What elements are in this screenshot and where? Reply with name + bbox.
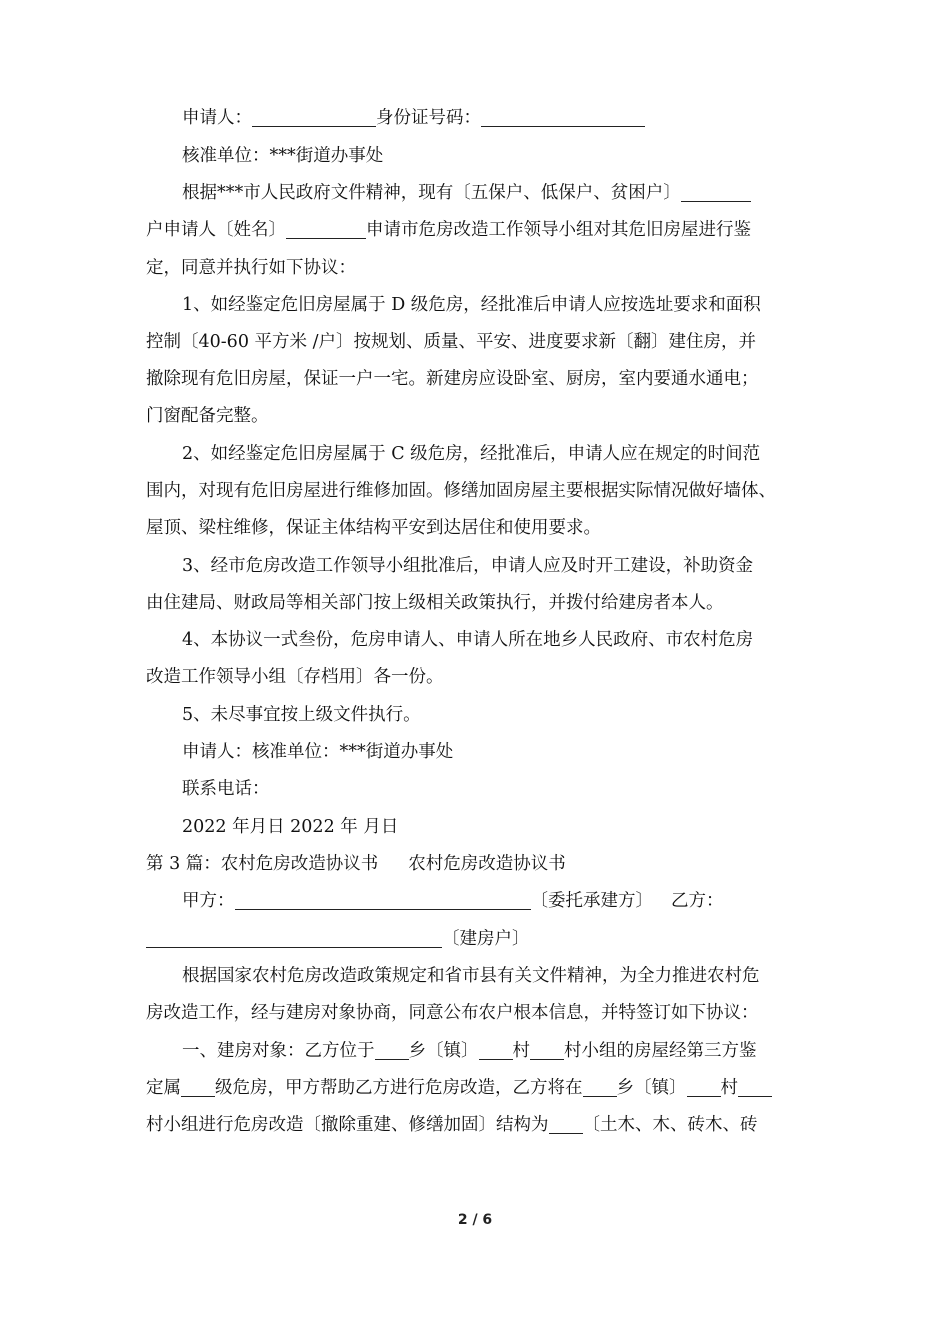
party-b-role: 〔建房户〕 bbox=[442, 929, 530, 949]
text-seg: 村小组的房屋经第三方鉴 bbox=[564, 1041, 757, 1061]
new-village-blank bbox=[687, 1076, 721, 1097]
clause-1-line-4: 门窗配备完整。 bbox=[146, 406, 269, 426]
party-a-role: 〔委托承建方〕 bbox=[530, 891, 653, 911]
text-seg: 村 bbox=[512, 1041, 530, 1061]
party-a-line bbox=[182, 886, 812, 916]
text-seg: 村 bbox=[720, 1078, 738, 1098]
text-seg: 一、建房对象：乙方位于 bbox=[182, 1041, 375, 1061]
section-3-title bbox=[146, 849, 812, 879]
intro-text-2a: 户申请人〔姓名〕 bbox=[146, 220, 286, 240]
clause-1-line-3: 撤除现有危旧房屋，保证一户一宅。新建房应设卧室、厨房，室内要通水通电； bbox=[146, 369, 759, 389]
intro-text-1: 根据***市人民政府文件精神，现有〔五保户、低保户、贫困户〕 bbox=[182, 183, 681, 203]
signature-line: 申请人：核准单位：***街道办事处 bbox=[182, 742, 454, 762]
text-seg: 级危房，甲方帮助乙方进行危房改造，乙方将在 bbox=[215, 1078, 583, 1098]
party-a-label: 甲方： bbox=[182, 891, 235, 911]
name-blank bbox=[286, 218, 366, 239]
id-label: 身份证号码： bbox=[376, 108, 481, 128]
clause-3-line-1: 3、经市危房改造工作领导小组批准后，申请人应及时开工建设，补助资金 bbox=[182, 556, 754, 576]
applicant-blank bbox=[252, 106, 376, 127]
clause-1-line-2: 控制〔40-60 平方米 /户〕按规划、质量、平安、进度要求新〔翻〕建住房，并 bbox=[146, 332, 756, 352]
intro-line-2 bbox=[146, 215, 812, 245]
page-number: 2 / 6 bbox=[457, 1212, 493, 1228]
household-type-blank bbox=[681, 181, 751, 202]
text-seg: 村小组进行危房改造〔撤除重建、修缮加固〕结构为 bbox=[146, 1115, 549, 1135]
section-3-para-2-line-2 bbox=[146, 1073, 812, 1103]
intro-line-3: 定，同意并执行如下协议： bbox=[146, 258, 356, 278]
applicant-line bbox=[182, 103, 812, 133]
approver-line: 核准单位：***街道办事处 bbox=[182, 146, 384, 166]
clause-2-line-3: 屋顶、梁柱维修，保证主体结构平安到达居住和使用要求。 bbox=[146, 518, 601, 538]
applicant-label: 申请人： bbox=[182, 108, 252, 128]
text-seg: 乡〔镇〕 bbox=[616, 1078, 687, 1098]
clause-5: 5、未尽事宜按上级文件执行。 bbox=[182, 705, 421, 725]
text-seg: 〔土木、木、砖木、砖 bbox=[582, 1115, 758, 1135]
text-seg: 乡〔镇〕 bbox=[408, 1041, 479, 1061]
intro-line-1 bbox=[182, 178, 812, 208]
party-a-blank bbox=[235, 889, 531, 910]
village-blank bbox=[479, 1039, 513, 1060]
grade-blank bbox=[181, 1076, 215, 1097]
section-3-para-1-line-2: 房改造工作，经与建房对象协商，同意公布农户根本信息，并特签订如下协议： bbox=[146, 1003, 759, 1023]
new-group-blank bbox=[738, 1076, 772, 1097]
clause-2-line-1: 2、如经鉴定危旧房屋属于 C 级危房，经批准后，申请人应在规定的时间范 bbox=[182, 444, 761, 464]
party-b-line bbox=[146, 924, 812, 954]
text-seg: 定属 bbox=[146, 1078, 181, 1098]
clause-2-line-2: 围内，对现有危旧房屋进行维修加固。修缮加固房屋主要根据实际情况做好墙体、 bbox=[146, 481, 776, 501]
section-3-para-2-line-3 bbox=[146, 1110, 812, 1140]
intro-text-2b: 申请市危房改造工作领导小组对其危旧房屋进行鉴 bbox=[366, 220, 751, 240]
structure-blank bbox=[549, 1113, 583, 1134]
clause-4-line-2: 改造工作领导小组〔存档用〕各一份。 bbox=[146, 667, 444, 687]
phone-line: 联系电话： bbox=[182, 779, 270, 799]
new-township-blank bbox=[583, 1076, 617, 1097]
date-line: 2022 年月日 2022 年 月日 bbox=[182, 817, 399, 837]
section-3-subtitle: 农村危房改造协议书 bbox=[408, 854, 566, 874]
township-blank bbox=[375, 1039, 409, 1060]
clause-1-line-1: 1、如经鉴定危旧房屋属于 D 级危房，经批准后申请人应按选址要求和面积 bbox=[182, 295, 761, 315]
party-b-label: 乙方： bbox=[671, 891, 724, 911]
id-blank bbox=[481, 106, 645, 127]
section-3-para-1-line-1: 根据国家农村危房改造政策规定和省市县有关文件精神，为全力推进农村危 bbox=[182, 966, 760, 986]
section-3-title-text: 第 3 篇：农村危房改造协议书 bbox=[146, 854, 379, 874]
group-blank bbox=[530, 1039, 564, 1060]
party-b-blank bbox=[146, 927, 442, 948]
section-3-para-2-line-1 bbox=[182, 1036, 812, 1066]
clause-4-line-1: 4、本协议一式叁份，危房申请人、申请人所在地乡人民政府、市农村危房 bbox=[182, 630, 754, 650]
clause-3-line-2: 由住建局、财政局等相关部门按上级相关政策执行，并拨付给建房者本人。 bbox=[146, 593, 724, 613]
